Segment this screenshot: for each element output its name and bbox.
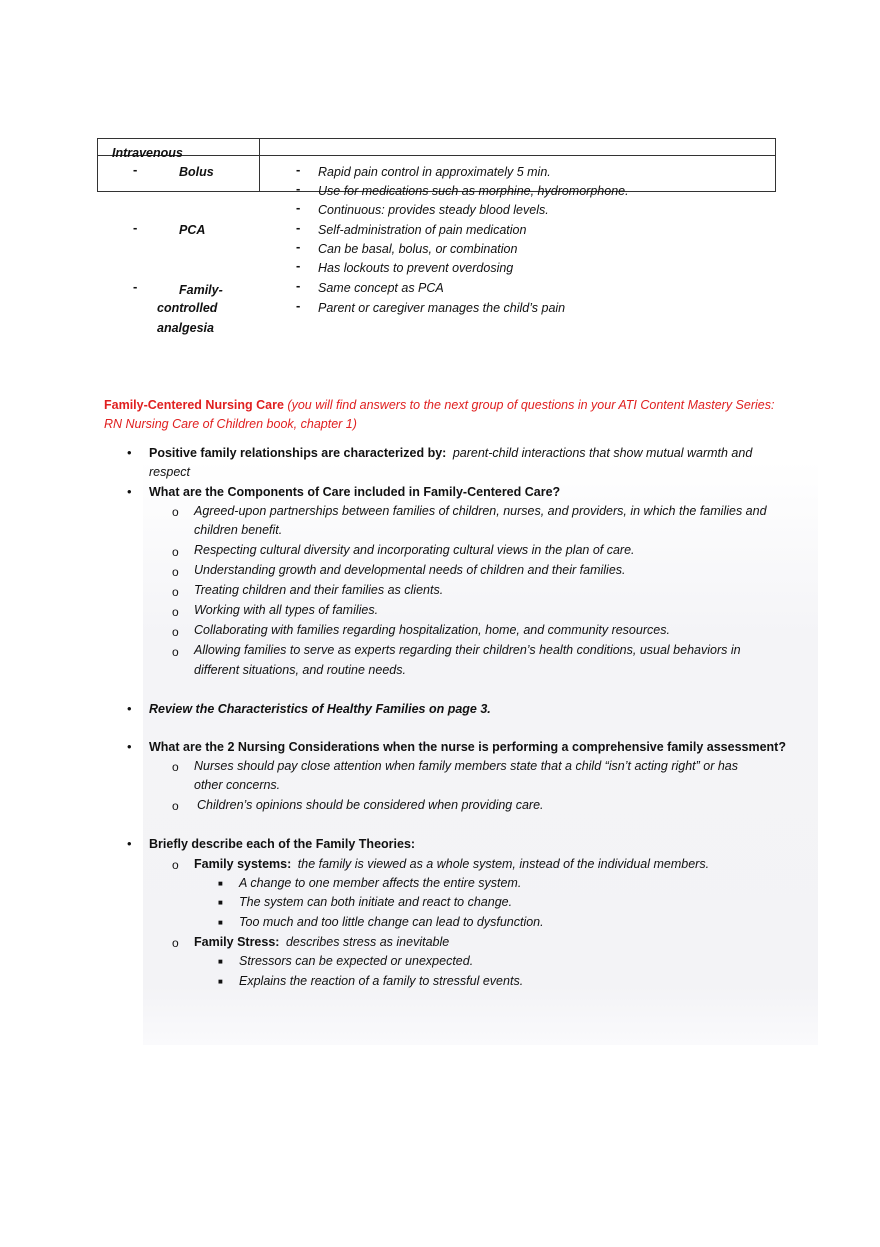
circle-marker: o: [172, 625, 179, 639]
circle-marker: o: [172, 505, 179, 519]
dash-marker: -: [133, 279, 138, 294]
dash-marker: -: [296, 220, 301, 235]
circle-marker: o: [172, 645, 179, 659]
square-marker: ■: [218, 898, 223, 907]
bullet: •: [127, 445, 132, 460]
nursing-consideration: Children’s opinions should be considered when providing care.: [197, 798, 544, 812]
care-component: children benefit.: [194, 523, 283, 537]
nursing-consideration: Nurses should pay close attention when family members state that a child “isn’t acting right” or has: [194, 759, 739, 773]
question-5-prompt: Briefly describe each of the Family Theories:: [149, 837, 416, 851]
table-item: Continuous: provides steady blood levels.: [318, 203, 549, 217]
question-4-prompt: What are the 2 Nursing Considerations when the nurse is performing a comprehensive family assessment?: [149, 740, 786, 754]
care-component: different situations, and routine needs.: [194, 663, 406, 677]
square-marker: ■: [218, 879, 223, 888]
table-item: Same concept as PCA: [318, 281, 444, 295]
bullet: •: [127, 739, 132, 754]
row-label-family-controlled: analgesia: [157, 321, 214, 335]
dash-marker: -: [133, 162, 138, 177]
theory-description: describes stress as inevitable: [285, 935, 450, 949]
dash-marker: -: [296, 239, 301, 254]
table-divider: [259, 138, 260, 192]
theory-point: Explains the reaction of a family to stressful events.: [239, 974, 524, 988]
question-1-prompt: Positive family relationships are characterized by:: [149, 446, 447, 460]
table-item: Has lockouts to prevent overdosing: [318, 261, 514, 275]
circle-marker: o: [172, 858, 179, 872]
theory-name: Family systems:: [194, 857, 292, 871]
table-item: Self-administration of pain medication: [318, 223, 527, 237]
table-item: Rapid pain control in approximately 5 min.: [318, 165, 551, 179]
circle-marker: o: [172, 936, 179, 950]
table-left-border: [97, 138, 98, 192]
dash-marker: -: [296, 200, 301, 215]
bullet: •: [127, 701, 132, 716]
circle-marker: o: [172, 799, 179, 813]
care-component: Treating children and their families as clients.: [194, 583, 444, 597]
theory-point: A change to one member affects the entire system.: [239, 876, 522, 890]
care-component: Allowing families to serve as experts regarding their children’s health conditions, usual behaviors in: [194, 643, 741, 657]
table-header-label: Intravenous: [112, 146, 183, 160]
table-item: Use for medications such as morphine, hydromorphone.: [318, 184, 629, 198]
question-1: [149, 446, 752, 460]
table-item: Can be basal, bolus, or combination: [318, 242, 518, 256]
care-component: Agreed-upon partnerships between families of children, nurses, and providers, in which the families and: [194, 504, 767, 518]
section-note-continued: RN Nursing Care of Children book, chapter 1): [104, 417, 357, 431]
bullet: •: [127, 484, 132, 499]
circle-marker: o: [172, 760, 179, 774]
circle-marker: o: [172, 545, 179, 559]
care-component: Collaborating with families regarding hospitalization, home, and community resources.: [194, 623, 670, 637]
circle-marker: o: [172, 565, 179, 579]
square-marker: ■: [218, 977, 223, 986]
theory-name: Family Stress:: [194, 935, 280, 949]
dash-marker: -: [296, 162, 301, 177]
question-1-answer-continued: respect: [149, 465, 190, 479]
section-title: Family-Centered Nursing Care: [104, 398, 284, 412]
review-note: Review the Characteristics of Healthy Families on page 3.: [149, 702, 491, 716]
theory-point: The system can both initiate and react to change.: [239, 895, 513, 909]
nursing-consideration: other concerns.: [194, 778, 281, 792]
table-top-border: [97, 138, 776, 139]
theory-family-systems: [194, 857, 709, 871]
theory-point: Stressors can be expected or unexpected.: [239, 954, 474, 968]
circle-marker: o: [172, 605, 179, 619]
bullet: •: [127, 836, 132, 851]
square-marker: ■: [218, 957, 223, 966]
table-header-border: [97, 155, 776, 156]
care-component: Working with all types of families.: [194, 603, 379, 617]
square-marker: ■: [218, 918, 223, 927]
section-note: (you will find answers to the next group of questions in your ATI Content Mastery Series:: [287, 398, 775, 412]
care-component: Understanding growth and developmental needs of children and their families.: [194, 563, 626, 577]
circle-marker: o: [172, 585, 179, 599]
table-right-border: [775, 138, 776, 192]
dash-marker: -: [296, 258, 301, 273]
dash-marker: -: [296, 278, 301, 293]
question-1-answer: parent-child interactions that show mutual warmth and: [452, 446, 753, 460]
row-label-bolus: Bolus: [179, 165, 214, 179]
theory-description: the family is viewed as a whole system, instead of the individual members.: [297, 857, 710, 871]
row-label-family-controlled: controlled: [157, 301, 218, 315]
row-label-pca: PCA: [179, 223, 206, 237]
table-item: Parent or caregiver manages the child’s pain: [318, 301, 566, 315]
section-heading: [104, 398, 774, 412]
row-label-family-controlled: Family-: [179, 283, 223, 297]
care-component: Respecting cultural diversity and incorporating cultural views in the plan of care.: [194, 543, 635, 557]
theory-family-stress: [194, 935, 449, 949]
dash-marker: -: [296, 298, 301, 313]
theory-point: Too much and too little change can lead to dysfunction.: [239, 915, 544, 929]
question-2-prompt: What are the Components of Care included in Family-Centered Care?: [149, 485, 561, 499]
dash-marker: -: [133, 220, 138, 235]
dash-marker: -: [296, 181, 301, 196]
